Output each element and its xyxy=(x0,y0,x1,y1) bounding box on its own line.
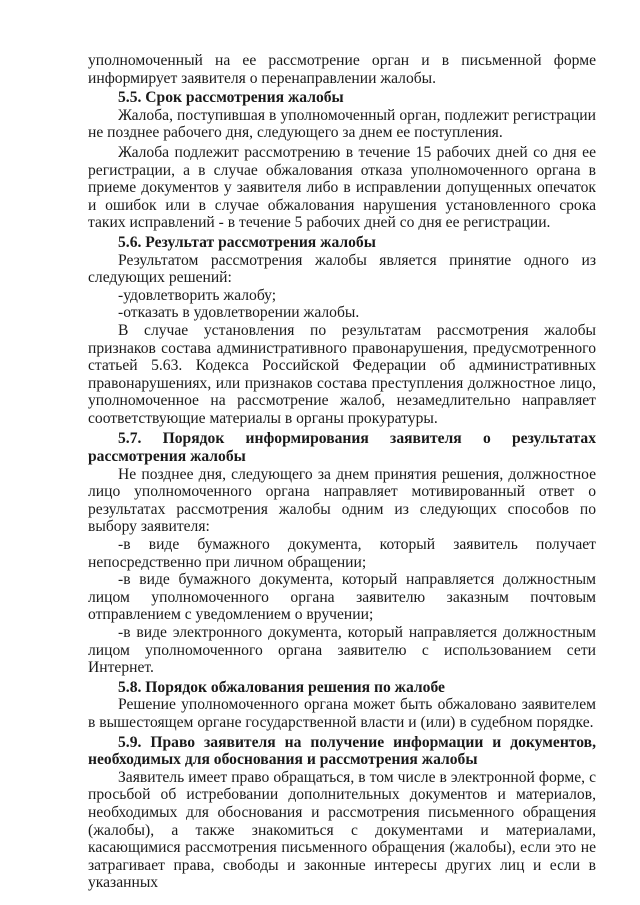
section-heading-5-6: 5.6. Результат рассмотрения жалобы xyxy=(118,233,376,251)
paragraph-5-6-prosecution: В случае установления по результатам рассмотрения жалобы признаков состава административного правонарушения, предусмотренного статьей 5.63. Кодекса Российской Федерации об административных правонарушениях, или признаков состава преступления должностное лицо, уполномоченное на рассмотрение жалоб, незамедлительно направляет соответствующие материалы в органы прокуратуры. xyxy=(88,321,596,427)
paragraph-5-8-appeal: Решение уполномоченного органа может быть обжаловано заявителем в вышестоящем органе государственной власти и (или) в судебном порядке. xyxy=(88,696,596,731)
paragraph-5-5-review-term: Жалоба подлежит рассмотрению в течение 15 рабочих дней со дня ее регистрации, а в случае обжалования отказа уполномоченного органа в приеме документов у заявителя либо в исправлении допущенных опечаток и ошибок или в случае обжалования нарушения установленного срока таких исправлений - в течение 5 рабочих дней со дня ее регистрации. xyxy=(88,143,596,232)
list-item-refuse: -отказать в удовлетворении жалобы. xyxy=(118,304,360,322)
paragraph-intro: уполномоченный на ее рассмотрение орган и в письменной форме информирует заявителя о перенаправлении жалобы. xyxy=(88,52,596,87)
paragraph-5-9-rights: Заявитель имеет право обращаться, в том числе в электронной форме, с просьбой об истребовании дополнительных документов и материалов, необходимых для обоснования и рассмотрения письменного обращения (жалобы), а также знакомиться с документами и материалами, касающимися рассмотрения письменного обращения (жалобы), если это не затрагивает права, свободы и законные интересы других лиц и если в указанных xyxy=(88,768,596,892)
paragraph-5-7-answer: Не позднее дня, следующего за днем принятия решения, должностное лицо уполномоченного органа направляет мотивированный ответ о результатах рассмотрения жалобы одним из следующих способов по выбору заявителя: xyxy=(88,465,596,536)
section-heading-5-7: 5.7. Порядок информирования заявителя о результатах рассмотрения жалобы xyxy=(88,430,596,466)
paragraph-5-5-registration: Жалоба, поступившая в уполномоченный орган, подлежит регистрации не позднее рабочего дня, следующего за днем ее поступления. xyxy=(88,106,596,142)
document-body xyxy=(88,52,596,892)
list-item-electronic: -в виде электронного документа, который направляется должностным лицом уполномоченного органа заявителю с использованием сети Интернет. xyxy=(88,624,596,677)
list-item-paper-personal: -в виде бумажного документа, который заявитель получает непосредственно при личном обращении; xyxy=(88,536,596,571)
list-item-satisfy: -удовлетворить жалобу; xyxy=(118,286,277,304)
section-heading-5-8: 5.8. Порядок обжалования решения по жалобе xyxy=(118,678,445,696)
section-heading-5-9: 5.9. Право заявителя на получение информации и документов, необходимых для обоснования и рассмотрения жалобы xyxy=(88,733,596,769)
list-item-paper-mail: -в виде бумажного документа, который направляется должностным лицом уполномоченного органа заявителю заказным почтовым отправлением с уведомлением о вручении; xyxy=(88,571,596,624)
section-heading-5-5: 5.5. Срок рассмотрения жалобы xyxy=(118,89,344,107)
paragraph-5-6-result: Результатом рассмотрения жалобы является принятие одного из следующих решений: xyxy=(88,251,596,287)
